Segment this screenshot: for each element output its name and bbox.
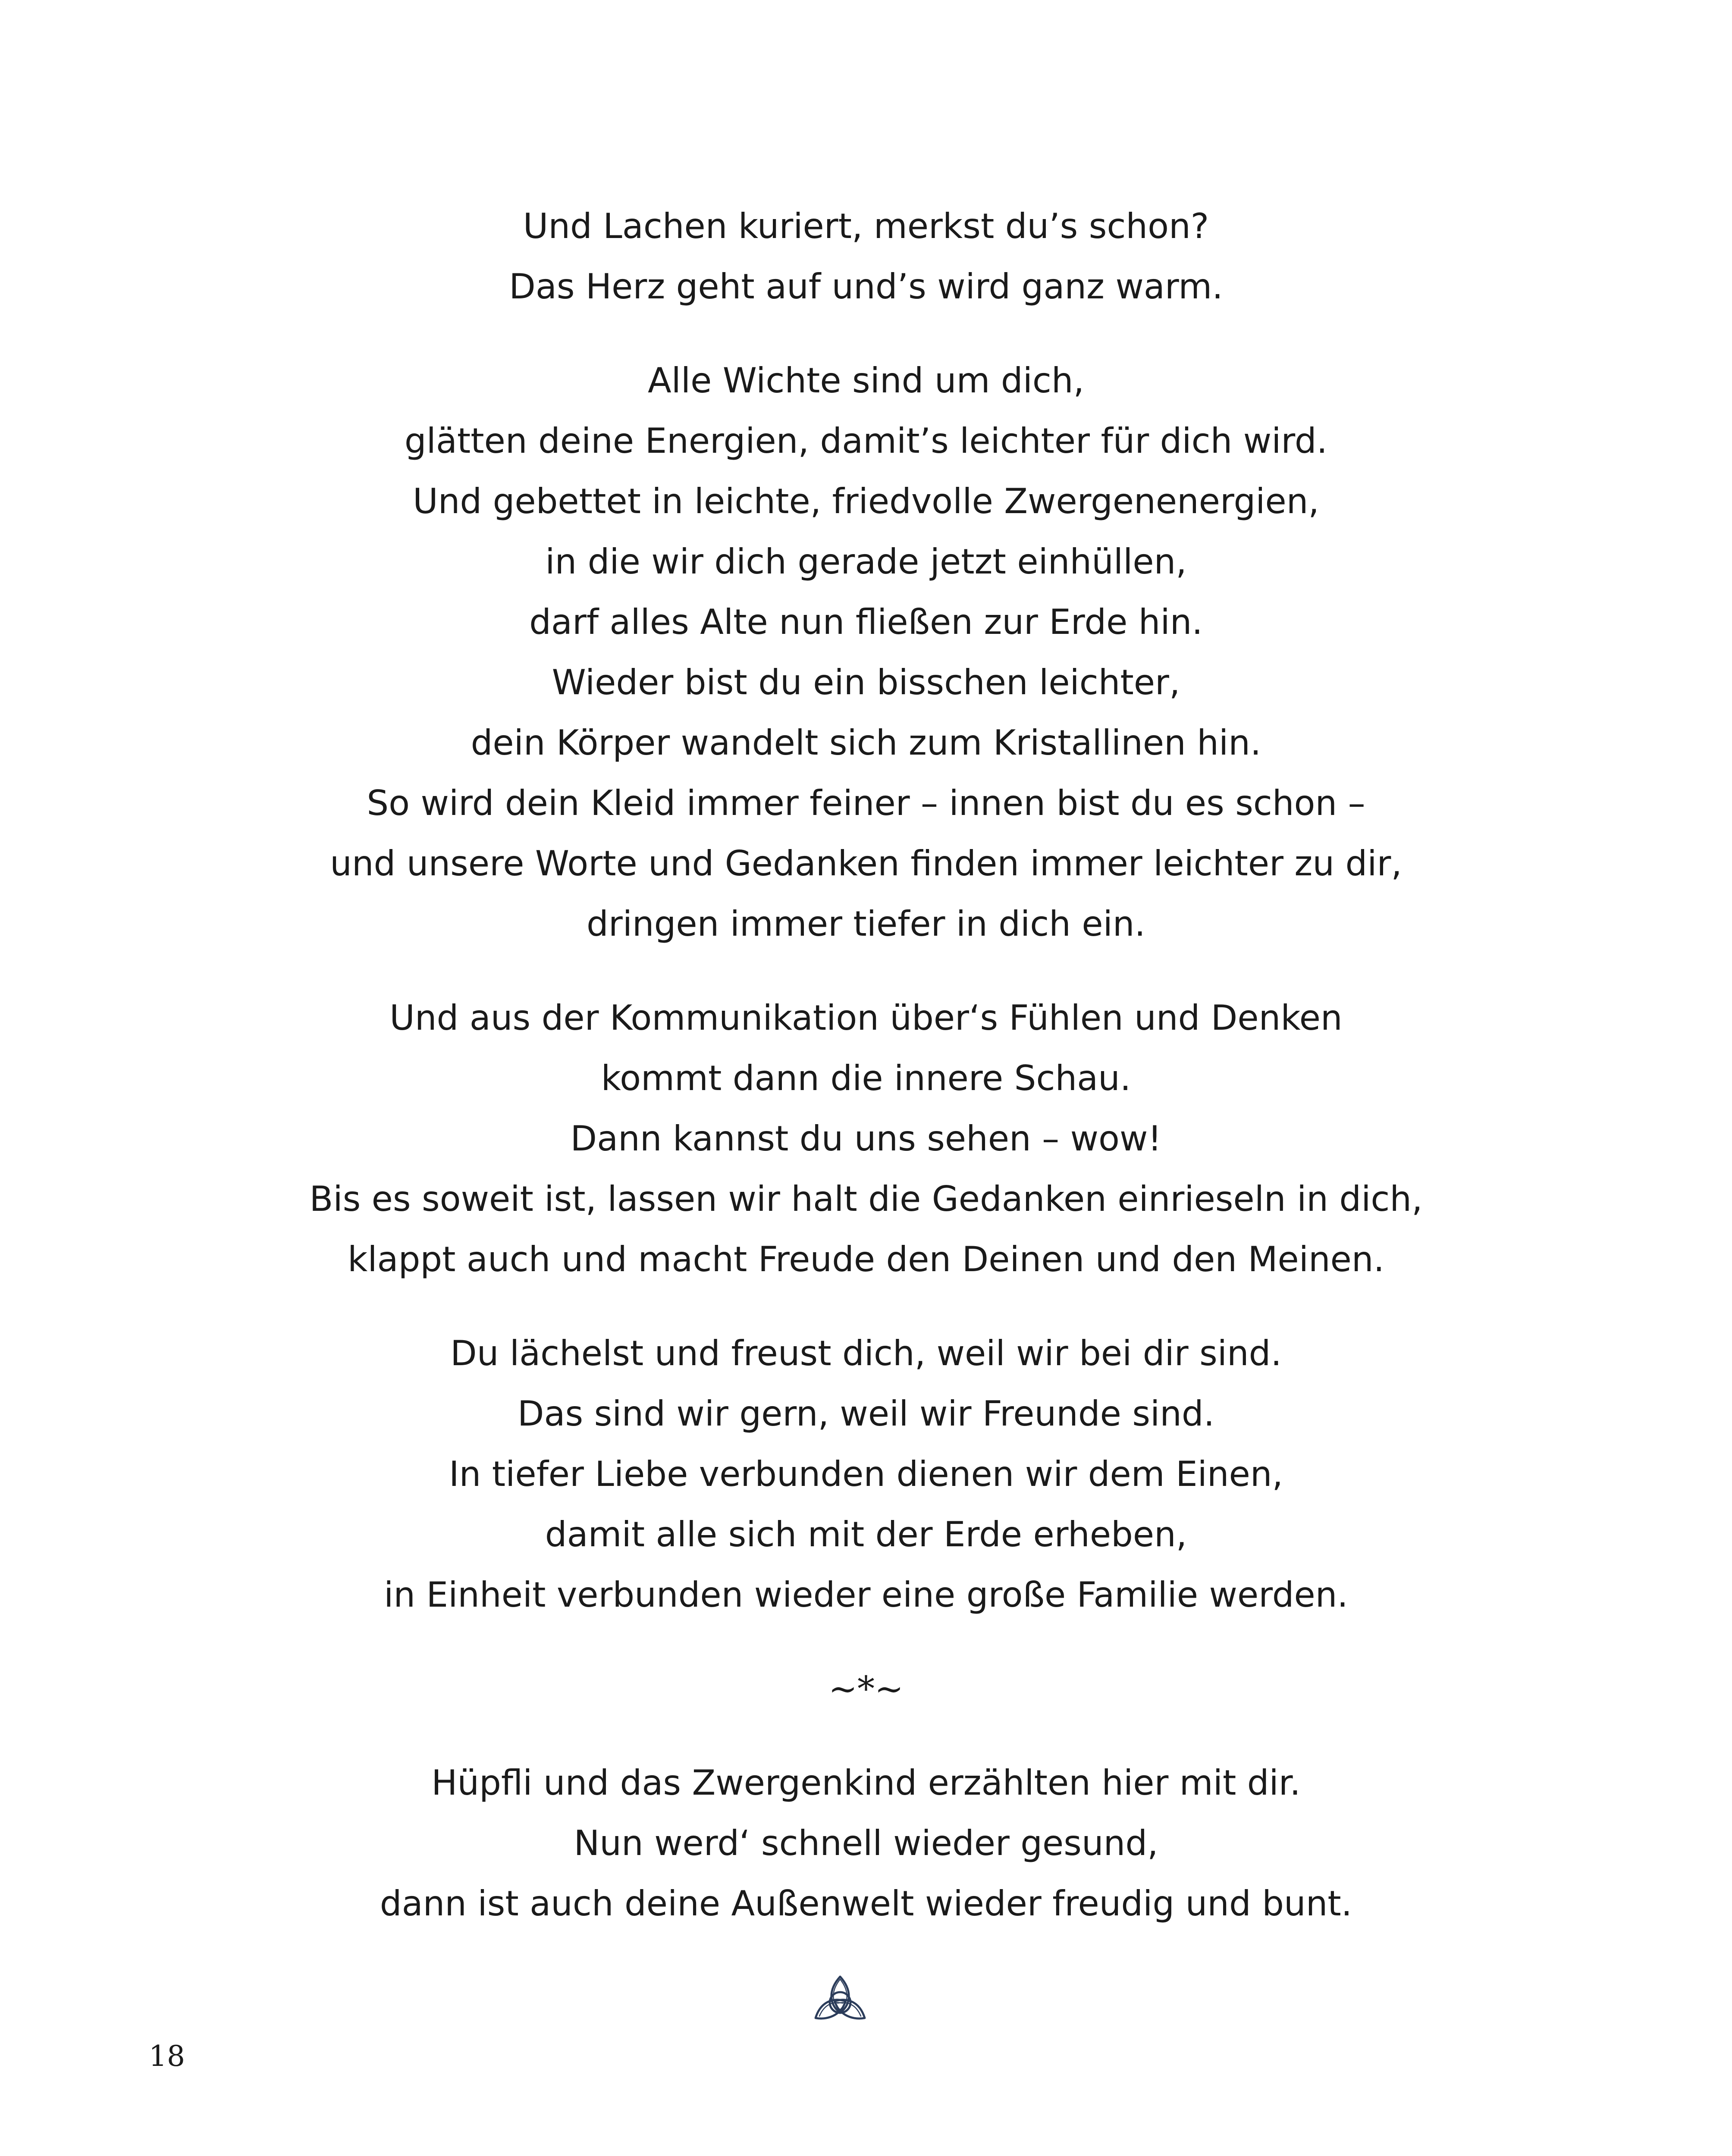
poem-line: dann ist auch deine Außenwelt wieder freudig und bunt. [380,1883,1352,1924]
stanza-3 [0,988,1732,1290]
stanza-2 [0,351,1732,954]
poem-line: Und gebettet in leichte, friedvolle Zwergenenergien, [413,481,1319,521]
poem-line: Alle Wichte sind um dich, [647,360,1085,401]
poem-line: kommt dann die innere Schau. [601,1058,1131,1098]
triquetra-knot-icon [806,1973,874,2024]
section-separator: ~*~ [828,1669,904,1709]
poem-line: Das Herz geht auf und’s wird ganz warm. [509,266,1223,307]
poem-line: Hüpfli und das Zwergenkind erzählten hier mit dir. [431,1763,1301,1803]
poem-line: glätten deine Energien, damit’s leichter für dich wird. [404,421,1328,461]
stanza-1 [0,196,1732,317]
poem-line: Und aus der Kommunikation über‘s Fühlen und Denken [389,998,1343,1038]
poem-line: Wieder bist du ein bisschen leichter, [552,662,1180,702]
poem-line: darf alles Alte nun fließen zur Erde hin. [529,602,1203,642]
poem-line: dringen immer tiefer in dich ein. [587,904,1145,944]
page-number: 18 [149,2040,185,2073]
poem-line: in Einheit verbunden wieder eine große Familie werden. [384,1575,1348,1615]
stanza-4 [0,1323,1732,1625]
poem-line: In tiefer Liebe verbunden dienen wir dem Einen, [449,1454,1283,1494]
poem-line: Und Lachen kuriert, merkst du’s schon? [523,206,1209,246]
poem-line: Dann kannst du uns sehen – wow! [570,1119,1162,1159]
poem-line: Das sind wir gern, weil wir Freunde sind. [517,1394,1215,1434]
poem-line: dein Körper wandelt sich zum Kristallinen hin. [471,723,1261,763]
poem [0,196,1732,1968]
poem-line: So wird dein Kleid immer feiner – innen bist du es schon – [367,783,1365,823]
poem-line: Du lächelst und freust dich, weil wir bei dir sind. [450,1333,1282,1373]
poem-line: in die wir dich gerade jetzt einhüllen, [545,542,1187,582]
poem-line: klappt auch und macht Freude den Deinen und den Meinen. [347,1239,1385,1279]
poem-line: damit alle sich mit der Erde erheben, [545,1514,1187,1554]
poem-line: Nun werd‘ schnell wieder gesund, [574,1823,1158,1863]
closing-stanza [0,1753,1732,1934]
poem-line: und unsere Worte und Gedanken finden immer leichter zu dir, [330,843,1402,884]
poem-line: Bis es soweit ist, lassen wir halt die Gedanken einrieseln in dich, [309,1179,1423,1219]
